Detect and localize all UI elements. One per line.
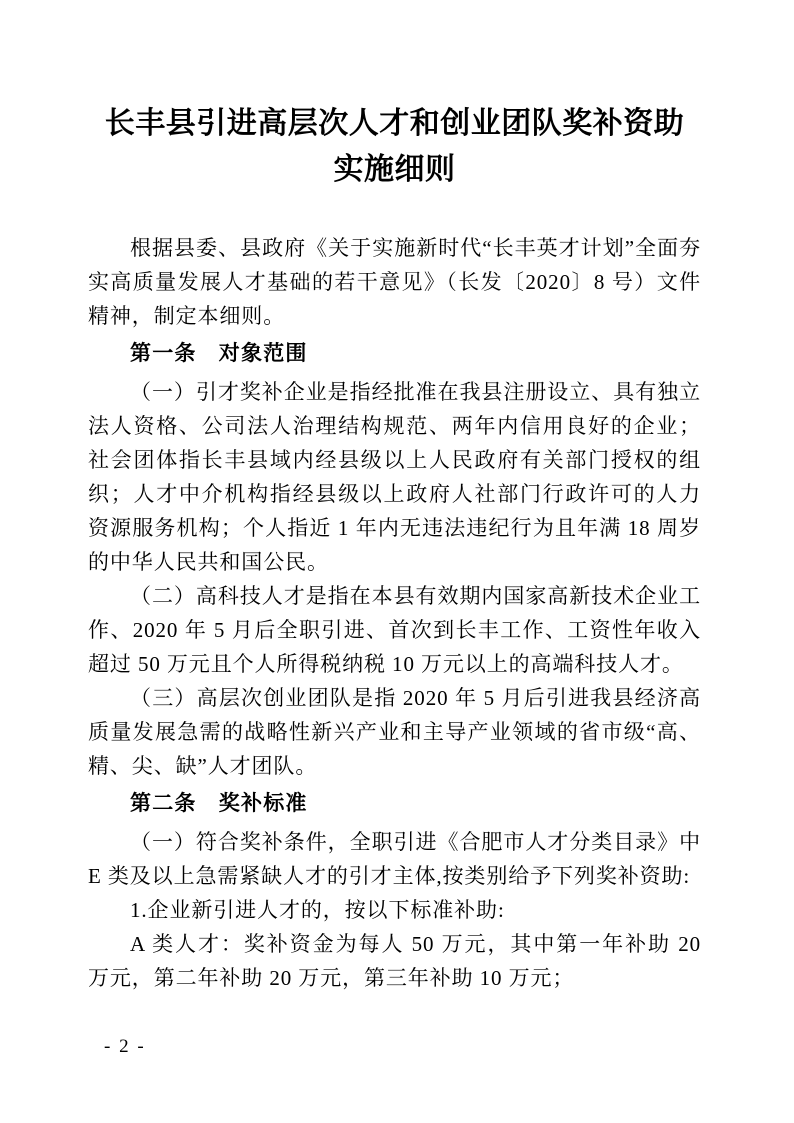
paragraph: （一）引才奖补企业是指经批准在我县注册设立、具有独立法人资格、公司法人治理结构规范、两年内信用良好的企业；社会团体指长丰县域内经县级以上人民政府有关部门授权的组织；人才中介机构指经县级以上政府人社部门行政许可的人力资源服务机构；个人指近 1 年内无违法违纪行为且年满 18 周岁的中华人民共和国公民。	[88, 380, 701, 574]
page-number: - 2 -	[104, 1036, 146, 1057]
paragraph: 第二条 奖补标准	[130, 792, 308, 815]
document-title	[88, 101, 701, 193]
paragraph: 第一条 对象范围	[130, 342, 308, 365]
document-body	[88, 231, 701, 995]
document-title-line2: 实施细则	[333, 153, 456, 186]
paragraph: （一）符合奖补条件，全职引进《合肥市人才分类目录》中 E 类及以上急需紧缺人才的引才主体,按类别给予下列奖补资助:	[88, 830, 701, 888]
document-content	[88, 101, 701, 995]
paragraph: 1.企业新引进人才的，按以下标准补助:	[130, 898, 505, 922]
paragraph: A 类人才：奖补资金为每人 50 万元，其中第一年补助 20 万元，第二年补助 20 万元，第三年补助 10 万元；	[88, 932, 701, 990]
document-title-line1: 长丰县引进高层次人才和创业团队奖补资助	[104, 107, 685, 140]
paragraph: （三）高层次创业团队是指 2020 年 5 月后引进我县经济高质量发展急需的战略性新兴产业和主导产业领域的省市级“高、精、尖、缺”人才团队。	[88, 686, 701, 778]
paragraph: （二）高科技人才是指在本县有效期内国家高新技术企业工作、2020 年 5 月后全职引进、首次到长丰工作、工资性年收入超过 50 万元且个人所得税纳税 10 万元以上的高端科技人才。	[88, 584, 701, 676]
paragraph: 根据县委、县政府《关于实施新时代“长丰英才计划”全面夯实高质量发展人才基础的若干意见》（长发〔2020〕8 号）文件精神，制定本细则。	[88, 236, 701, 328]
